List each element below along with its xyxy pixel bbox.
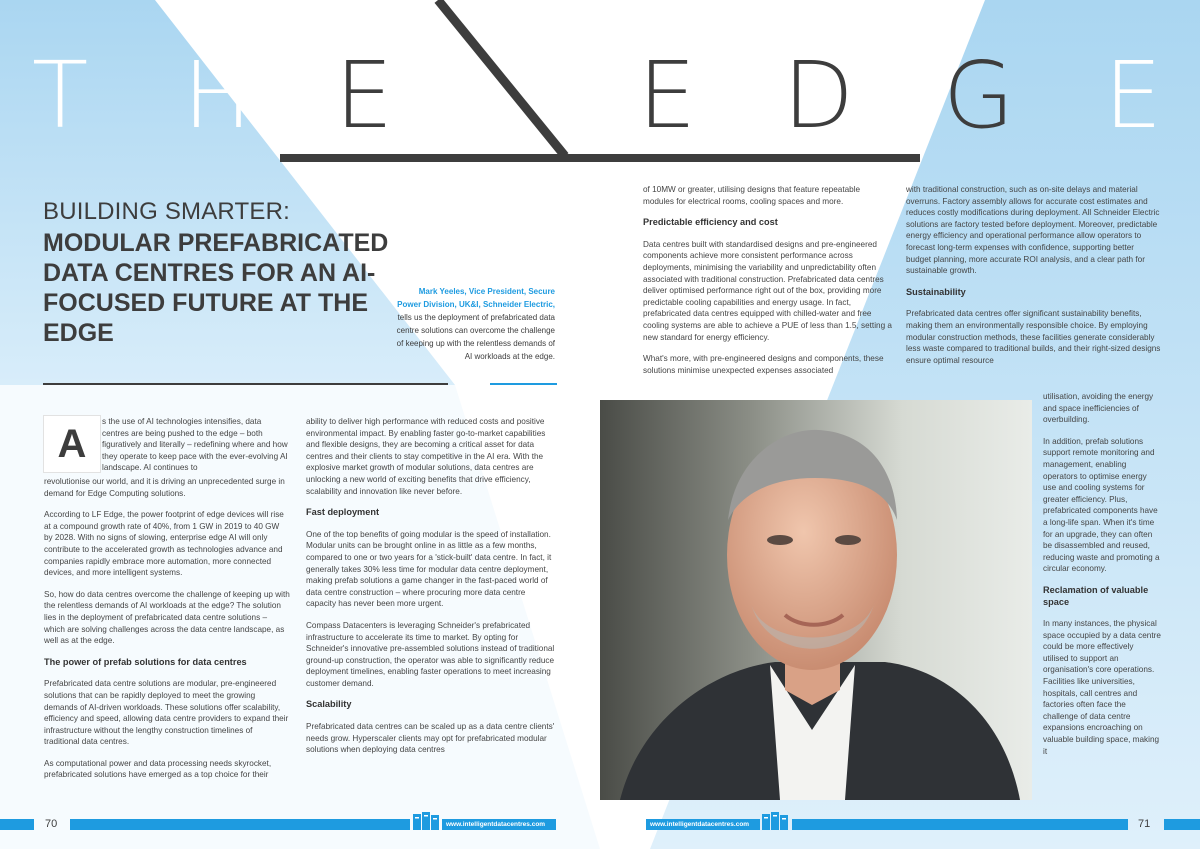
- footer-bar: [70, 819, 410, 830]
- paragraph: ability to deliver high performance with reduced costs and positive environmental impact. By enabling faster go-to-market capabilities and flexible designs, they are becoming a critical asset for data centres and their clients to stay competitive in the AI era. With the explosive market growth of modular solutions, data centres are unlocking a new world of exciting benefits that drive efficiency, scalability and innovation like never before.: [306, 417, 546, 496]
- title-headline: MODULAR PREFABRICATED DATA CENTRES FOR AN AI-FOCUSED FUTURE AT THE EDGE: [43, 229, 389, 347]
- paragraph: Prefabricated data centre solutions are modular, pre-engineered solutions that can be rapidly deployed to meet the growing demands of AI-driven workloads. These solutions offer scalability, efficiency and speed, allowing data centre providers to expand their infrastructure without the lengthy construction timelines of traditional data centres.: [44, 679, 289, 747]
- paragraph: According to LF Edge, the power footprint of edge devices will rise at a compound growth rate of 40%, from 1 GW in 2019 to 40 GW by 2028. With no signs of slowing, enterprise edge AI will only contribute to the accelerated growth as technologies advance and companies rapidly embrace more automation, more connected devices, and more intelligent systems.: [44, 510, 284, 578]
- subheading: Predictable efficiency and cost: [643, 217, 778, 228]
- title-underline: [43, 383, 448, 385]
- server-rack-icon: [412, 812, 440, 831]
- paragraph: As computational power and data processing needs skyrocket, prefabricated solutions have emerged as a top choice for their: [44, 758, 272, 780]
- paragraph: with traditional construction, such as on-site delays and material overruns. Factory assembly allows for accurate cost estimates and reduces costly modifications during deployment. All Schneider Electric solutions are factory tested before deployment. Moreover, predictable energy efficiency and operational performance allow operators to forecast long-term expenses with confidence, supporting better budget planning, more accurate ROI analysis, and a clear path for sustainable growth.: [906, 185, 1160, 276]
- standfirst: [393, 285, 555, 363]
- masthead-letter: E: [638, 42, 697, 149]
- website-url[interactable]: www.intelligentdatacentres.com: [446, 821, 546, 828]
- paragraph: Prefabricated data centres offer significant sustainability benefits, making them an environmentally responsible choice. By employing modular construction methods, these facilities generate considerably less waste compared to traditional builds, and their right-sized designs ensure optimal resource: [906, 309, 1161, 365]
- masthead-letter: E: [335, 42, 394, 149]
- column-4-narrow: [1043, 391, 1161, 767]
- subheading: Sustainability: [906, 286, 966, 297]
- drop-cap: A: [44, 416, 100, 472]
- paragraph: So, how do data centres overcome the challenge of keeping up with the relentless demands of AI workloads at the edge? The solution lies in the deployment of prefabricated data centre solutions – which are solving challenges across the data centre landscape, as well as at the edge.: [44, 589, 290, 646]
- article-title: [43, 198, 403, 348]
- column-3: [643, 184, 893, 386]
- standfirst-underline: [490, 383, 557, 385]
- column-1: [44, 476, 290, 791]
- paragraph: Prefabricated data centres can be scaled up as a data centre clients' needs grow. Hyperscaler clients may opt for prefabricated modular solutions when deploying data centres: [306, 722, 555, 755]
- masthead-letter: E: [1104, 42, 1163, 149]
- paragraph: of 10MW or greater, utilising designs that feature repeatable modules for electrical rooms, cooling spaces and more.: [643, 185, 861, 206]
- subheading: The power of prefab solutions for data centres: [44, 656, 247, 667]
- server-rack-icon: [761, 812, 789, 831]
- website-url[interactable]: www.intelligentdatacentres.com: [650, 821, 750, 828]
- paragraph: In addition, prefab solutions support remote monitoring and management, enabling operators to optimise energy use and cooling systems for greater efficiency. Plus, prefabricated components have a long-life span. When it's time for an upgrade, they can often be disassembled and reused, reducing waste and promoting a circular economy.: [1043, 436, 1160, 574]
- page-number-left: 70: [45, 818, 58, 830]
- column-4: [906, 184, 1161, 376]
- column-2: [306, 416, 556, 766]
- paragraph: s the use of AI technologies intensifies, data centres are being pushed to the edge – both figuratively and literally – redefining where and how they operate to keep pace with the ever-evolving AI landscape. AI continues to: [102, 417, 288, 473]
- subheading: Scalability: [306, 699, 352, 710]
- masthead-letter: D: [783, 42, 854, 149]
- masthead-letter: T: [32, 42, 89, 149]
- paragraph: One of the top benefits of going modular is the speed of installation. Modular units can be brought online in as little as a few months, compared to one or two years for a 'stick-built' data centre. In fact, it generally takes 30% less time for modular data centre deployment, making prefab solutions a game changer in the fast-paced world of data centre construction – where procuring more data centre capacity has never been more urgent.: [306, 529, 552, 609]
- author-portrait-photo: [600, 400, 1032, 800]
- paragraph: utilisation, avoiding the energy and space inefficiencies of overbuilding.: [1043, 392, 1154, 425]
- masthead-letter: G: [943, 42, 1015, 149]
- footer-bar: [0, 819, 34, 830]
- subheading: Fast deployment: [306, 507, 380, 518]
- paragraph: revolutionise our world, and it is driving an unprecedented surge in demand for Edge Computing solutions.: [44, 477, 285, 498]
- diagonal-slash: [438, 0, 565, 156]
- paragraph: Data centres built with standardised designs and pre-engineered components achieve more consistent performance across deployments, minimising the variability and unpredictability often associated with traditional construction. Prefabricated data centres deliver optimised performance right out of the box, providing more predictable cooling capabilities and energy usage. In fact, prefabricated data centres equipped with chilled-water and free cooling systems are able to achieve a PUE of less than 1.5, setting a new standard for energy efficiency.: [643, 239, 892, 342]
- author-byline: Mark Yeeles, Vice President, Secure Power Division, UK&I, Schneider Electric,: [397, 287, 555, 309]
- subheading: Reclamation of valuable space: [1043, 584, 1149, 607]
- page-number-right: 71: [1138, 818, 1151, 830]
- title-kicker: BUILDING SMARTER:: [43, 198, 290, 225]
- paragraph: Compass Datacenters is leveraging Schneider's prefabricated infrastructure to accelerate its time to market. By opting for Schneider's innovative pre-assembled solutions instead of traditional ground-up construction, the operator was able to significantly reduce deployment timelines, enabling faster operations to meet increasing customer demand.: [306, 620, 555, 688]
- column-1-wrap: [102, 416, 288, 484]
- paragraph: In many instances, the physical space occupied by a data centre could be more effectively utilised to support an organisation's core operations. Facilities like universities, hospitals, call centres and factories often face the challenge of data centre expansions encroaching on valuable building space, making it: [1043, 619, 1161, 756]
- masthead-letter: H: [183, 42, 253, 149]
- paragraph: What's more, with pre-engineered designs and components, these solutions minimise unexpected expenses associated: [643, 354, 884, 375]
- footer-bar: [1164, 819, 1200, 830]
- footer-bar: [792, 819, 1128, 830]
- standfirst-text: tells us the deployment of prefabricated data centre solutions can overcome the challenge of keeping up with the relentless demands of AI workloads at the edge.: [396, 313, 555, 361]
